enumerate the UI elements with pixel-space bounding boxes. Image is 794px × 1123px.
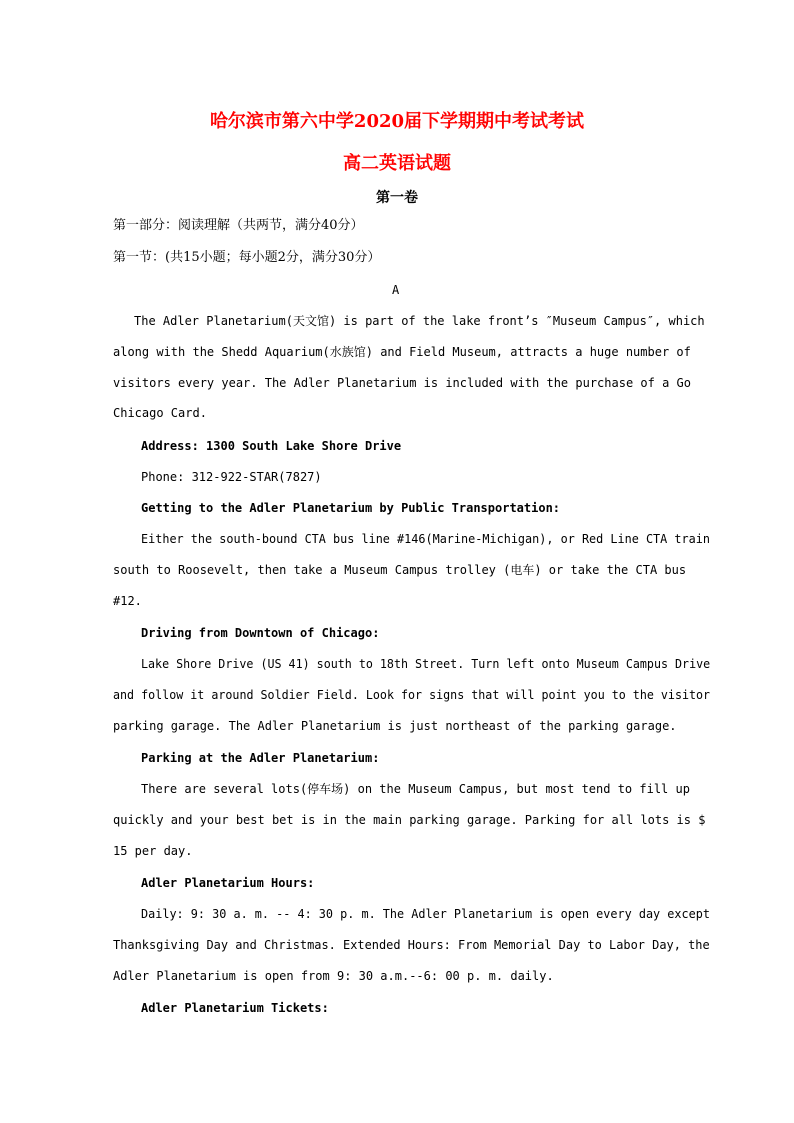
hours-line: Thanksgiving Day and Christmas. Extended Hours: From Memorial Day to Labor Day, the	[113, 938, 710, 952]
transport-line: Either the south-bound CTA bus line #146(Marine-Michigan), or Red Line CTA train	[141, 532, 710, 546]
intro-line: Chicago Card.	[113, 406, 207, 420]
passage-label: A	[392, 283, 400, 297]
tickets-heading: Adler Planetarium Tickets:	[141, 1001, 329, 1015]
hours-line: Adler Planetarium is open from 9: 30 a.m.--6: 00 p. m. daily.	[113, 969, 554, 983]
intro-line: along with the Shedd Aquarium(水族馆) and Field Museum, attracts a huge number of	[113, 345, 691, 359]
parking-heading: Parking at the Adler Planetarium:	[141, 751, 380, 765]
hours-line: Daily: 9: 30 a. m. -- 4: 30 p. m. The Adler Planetarium is open every day except	[141, 907, 710, 921]
parking-line: quickly and your best bet is in the main parking garage. Parking for all lots is $	[113, 813, 706, 827]
address-line: Address: 1300 South Lake Shore Drive	[141, 439, 402, 453]
part-instruction: 第一部分：阅读理解（共两节，满分40分）	[113, 218, 364, 233]
transport-line: #12.	[113, 594, 142, 608]
parking-line: 15 per day.	[113, 844, 193, 858]
section-instruction: 第一节：(共15小题；每小题2分，满分30分）	[113, 250, 381, 265]
driving-heading: Driving from Downtown of Chicago:	[141, 626, 380, 640]
intro-line: The Adler Planetarium(天文馆) is part of the lake front’s ″Museum Campus″, which	[134, 314, 705, 328]
parking-line: There are several lots(停车场) on the Museum Campus, but most tend to fill up	[141, 782, 690, 796]
exam-subject-title: 高二英语试题	[343, 153, 451, 174]
hours-heading: Adler Planetarium Hours:	[141, 876, 315, 890]
exam-title: 哈尔滨市第六中学2020届下学期期中考试考试	[209, 111, 585, 132]
transport-heading: Getting to the Adler Planetarium by Public Transportation:	[141, 501, 561, 515]
driving-line: parking garage. The Adler Planetarium is just northeast of the parking garage.	[113, 719, 677, 733]
volume-heading: 第一卷	[376, 190, 418, 206]
intro-line: visitors every year. The Adler Planetarium is included with the purchase of a Go	[113, 376, 691, 390]
transport-line: south to Roosevelt, then take a Museum Campus trolley (电车) or take the CTA bus	[113, 563, 687, 577]
driving-line: Lake Shore Drive (US 41) south to 18th Street. Turn left onto Museum Campus Drive	[141, 657, 711, 671]
driving-line: and follow it around Soldier Field. Look for signs that will point you to the visitor	[113, 688, 711, 702]
phone-line: Phone: 312-922-STAR(7827)	[141, 470, 322, 484]
